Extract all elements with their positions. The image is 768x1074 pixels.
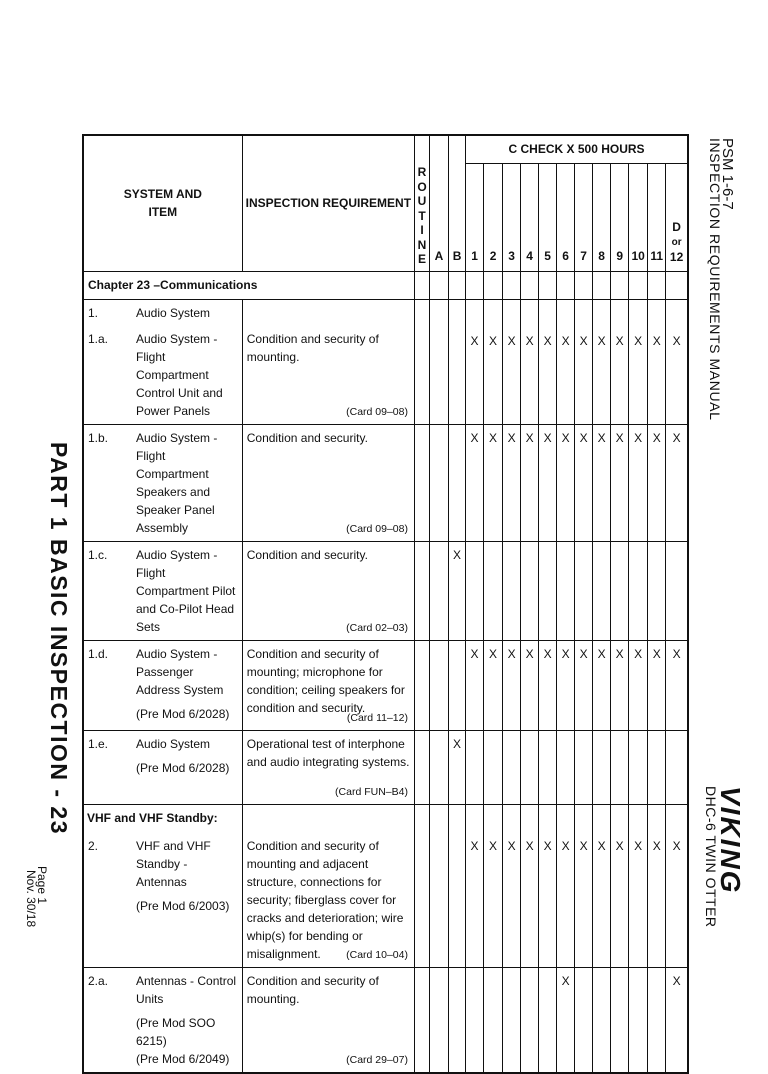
check-cell: [648, 541, 666, 640]
check-cell: [611, 967, 629, 1073]
header-col-8: 8: [593, 163, 611, 271]
card-reference: (Card 09–08): [346, 405, 408, 418]
check-cell: [611, 804, 629, 967]
item-number: 1.b.: [88, 430, 109, 445]
check-mark: X: [561, 333, 570, 348]
check-cell: [449, 967, 466, 1073]
check-mark: X: [652, 430, 661, 445]
check-cell: [593, 424, 611, 541]
check-cell: [611, 730, 629, 804]
check-cell: [484, 730, 503, 804]
header-col-1: 1: [466, 163, 484, 271]
check-mark: X: [561, 430, 570, 445]
header-system-item: SYSTEM AND ITEM: [83, 135, 242, 271]
item-note: (Pre Mod 6/2049): [136, 1051, 230, 1066]
check-cell: [629, 730, 648, 804]
check-mark: X: [453, 736, 462, 751]
check-cell: [430, 541, 449, 640]
table-row: [83, 424, 688, 541]
check-mark: X: [543, 838, 552, 853]
check-cell: [539, 541, 557, 640]
check-cell: [648, 804, 666, 967]
check-cell: [484, 541, 503, 640]
manual-title: INSPECTION REQUIREMENTS MANUAL: [707, 138, 723, 421]
header-c-check: C CHECK X 500 HOURS: [466, 135, 688, 163]
header-col-7: 7: [575, 163, 593, 271]
system-item-cell: [83, 804, 242, 967]
header-routine: [414, 135, 429, 271]
header-col-4: 4: [521, 163, 539, 271]
check-mark: X: [543, 646, 552, 661]
check-cell: [666, 967, 688, 1073]
check-cell: [539, 730, 557, 804]
system-item-cell: [83, 967, 242, 1073]
check-mark: X: [672, 838, 681, 853]
check-mark: X: [672, 333, 681, 348]
aircraft-model: DHC-6 TWIN OTTER: [703, 786, 719, 928]
routine-cell: [414, 804, 429, 967]
check-cell: [484, 424, 503, 541]
routine-letters: R O U T I N E: [417, 165, 427, 266]
card-reference: (Card 02–03): [346, 621, 408, 634]
check-mark: X: [579, 333, 588, 348]
document-id: PSM 1-6-7: [719, 138, 736, 210]
check-mark: X: [634, 646, 643, 661]
item-note: (Pre Mod 6/2003): [136, 898, 230, 913]
check-mark: X: [615, 430, 624, 445]
item-name: Audio System: [136, 736, 211, 751]
item-name: Audio System: [136, 305, 211, 320]
header-col-3: 3: [503, 163, 521, 271]
check-cell: [557, 541, 575, 640]
check-mark: X: [634, 430, 643, 445]
check-mark: X: [507, 333, 516, 348]
check-mark: X: [453, 547, 462, 562]
viking-logo: VIKING: [715, 786, 746, 895]
check-cell: [466, 967, 484, 1073]
check-cell: [557, 804, 575, 967]
requirement-text: Condition and security of mounting.: [246, 973, 379, 1006]
check-mark: X: [470, 333, 479, 348]
check-cell: [449, 299, 466, 424]
check-mark: X: [561, 646, 570, 661]
check-cell: [648, 640, 666, 730]
check-cell: [430, 299, 449, 424]
check-mark: X: [652, 333, 661, 348]
check-mark: X: [615, 838, 624, 853]
check-cell: [611, 299, 629, 424]
check-mark: X: [507, 646, 516, 661]
check-cell: [593, 541, 611, 640]
check-cell: [666, 730, 688, 804]
check-cell: [521, 967, 539, 1073]
check-cell: [449, 541, 466, 640]
check-cell: [539, 804, 557, 967]
requirement-cell: [242, 967, 414, 1073]
check-cell: [484, 967, 503, 1073]
check-cell: [666, 541, 688, 640]
check-cell: [503, 967, 521, 1073]
check-cell: [575, 640, 593, 730]
check-cell: [575, 424, 593, 541]
check-cell: [557, 640, 575, 730]
check-cell: [629, 804, 648, 967]
check-mark: X: [597, 430, 606, 445]
check-cell: [575, 541, 593, 640]
header-col-2: 2: [484, 163, 503, 271]
check-cell: [539, 299, 557, 424]
check-cell: [466, 299, 484, 424]
check-cell: [575, 730, 593, 804]
check-cell: [466, 730, 484, 804]
check-cell: [466, 804, 484, 967]
item-note: (Pre Mod 6/2028): [136, 706, 230, 721]
check-mark: X: [634, 333, 643, 348]
check-mark: X: [579, 838, 588, 853]
inspection-table: [82, 134, 689, 1074]
check-cell: [629, 424, 648, 541]
check-mark: X: [597, 333, 606, 348]
card-reference: (Card 29–07): [346, 1053, 408, 1066]
routine-cell: [414, 640, 429, 730]
check-cell: [449, 640, 466, 730]
check-cell: [575, 967, 593, 1073]
check-mark: X: [489, 333, 498, 348]
item-name: VHF and VHF Standby - Antennas: [136, 838, 211, 889]
check-cell: [611, 541, 629, 640]
check-cell: [449, 804, 466, 967]
check-cell: [449, 424, 466, 541]
routine-cell: [414, 730, 429, 804]
check-cell: [575, 804, 593, 967]
header-col-5: 5: [539, 163, 557, 271]
item-number: 2.a.: [88, 973, 109, 988]
check-cell: [593, 640, 611, 730]
page-date: Nov. 30/18: [24, 870, 38, 928]
check-cell: [666, 804, 688, 967]
page-number: Page 1: [35, 866, 49, 905]
check-mark: X: [525, 333, 534, 348]
check-cell: [503, 424, 521, 541]
check-cell: [430, 804, 449, 967]
check-cell: [430, 640, 449, 730]
check-cell: [430, 424, 449, 541]
check-cell: [593, 967, 611, 1073]
check-cell: [666, 299, 688, 424]
table-row: [83, 967, 688, 1073]
check-mark: X: [652, 646, 661, 661]
item-name: Audio System - Flight Compartment Pilot and Co-Pilot Head Sets: [136, 547, 236, 634]
check-mark: X: [470, 838, 479, 853]
check-cell: [666, 640, 688, 730]
check-cell: [593, 299, 611, 424]
check-mark: X: [672, 973, 681, 988]
check-mark: X: [561, 838, 570, 853]
check-cell: [484, 299, 503, 424]
check-mark: X: [470, 646, 479, 661]
card-reference: (Card 10–04): [346, 948, 408, 961]
item-number: 1.: [88, 305, 99, 320]
routine-cell: [414, 967, 429, 1073]
check-mark: X: [597, 646, 606, 661]
requirement-text: Condition and security of mounting and adjacent structure, connections for security; fiberglass cover for cracks and deterioration; wire whip(s) for bending or misalignment.: [246, 838, 404, 961]
check-cell: [629, 299, 648, 424]
table-row: [83, 541, 688, 640]
check-cell: [484, 640, 503, 730]
check-cell: [466, 541, 484, 640]
item-number: 1.a.: [88, 331, 109, 346]
requirement-text: Condition and security.: [246, 430, 368, 445]
check-mark: X: [507, 838, 516, 853]
header-inspection-requirement: INSPECTION REQUIREMENT: [242, 135, 414, 271]
check-mark: X: [543, 333, 552, 348]
check-cell: [611, 424, 629, 541]
check-cell: [648, 424, 666, 541]
check-cell: [666, 424, 688, 541]
check-cell: [557, 424, 575, 541]
check-mark: X: [672, 646, 681, 661]
header-col-12: D or 12: [666, 163, 688, 271]
card-reference: (Card 11–12): [346, 711, 408, 724]
check-cell: [503, 541, 521, 640]
check-cell: [503, 640, 521, 730]
item-note: (Pre Mod SOO 6215): [136, 1015, 216, 1048]
check-cell: [430, 730, 449, 804]
requirement-text: Condition and security.: [246, 547, 368, 562]
check-mark: X: [525, 646, 534, 661]
header-col-11: 11: [648, 163, 666, 271]
check-mark: X: [470, 430, 479, 445]
system-item-cell: [83, 640, 242, 730]
check-cell: [503, 730, 521, 804]
check-cell: [503, 804, 521, 967]
requirement-cell: [242, 640, 414, 730]
check-cell: [449, 730, 466, 804]
item-name: Audio System - Flight Compartment Control Unit and Power Panels: [136, 331, 223, 418]
check-cell: [539, 967, 557, 1073]
check-cell: [521, 730, 539, 804]
requirement-text: Condition and security of mounting.: [246, 331, 379, 364]
requirement-cell: [242, 299, 414, 424]
system-item-cell: [83, 424, 242, 541]
check-cell: [629, 640, 648, 730]
card-reference: (Card 09–08): [346, 522, 408, 535]
check-cell: [557, 299, 575, 424]
check-mark: X: [507, 430, 516, 445]
check-mark: X: [525, 430, 534, 445]
check-mark: X: [579, 646, 588, 661]
check-mark: X: [652, 838, 661, 853]
check-cell: [539, 640, 557, 730]
check-cell: [466, 424, 484, 541]
check-cell: [466, 640, 484, 730]
routine-cell: [414, 424, 429, 541]
check-mark: X: [489, 646, 498, 661]
header-col-10: 10: [629, 163, 648, 271]
item-name: Audio System - Flight Compartment Speakers and Speaker Panel Assembly: [136, 430, 218, 535]
check-cell: [430, 967, 449, 1073]
group-title: VHF and VHF Standby:: [87, 810, 218, 825]
check-cell: [521, 804, 539, 967]
check-mark: X: [634, 838, 643, 853]
check-cell: [521, 640, 539, 730]
check-cell: [557, 730, 575, 804]
check-mark: X: [615, 646, 624, 661]
check-mark: X: [489, 838, 498, 853]
check-cell: [521, 299, 539, 424]
item-note: (Pre Mod 6/2028): [136, 760, 230, 775]
check-mark: X: [525, 838, 534, 853]
routine-cell: [414, 299, 429, 424]
card-reference: (Card FUN–B4): [335, 785, 408, 798]
requirement-cell: [242, 804, 414, 967]
part-title: PART 1 BASIC INSPECTION - 23: [46, 442, 72, 836]
item-name: Audio System - Passenger Address System: [136, 646, 224, 697]
system-item-cell: [83, 541, 242, 640]
system-item-cell: [83, 299, 242, 424]
item-number: 1.c.: [88, 547, 108, 562]
item-number: 2.: [88, 838, 99, 853]
item-number: 1.d.: [88, 646, 109, 661]
system-item-cell: [83, 730, 242, 804]
header-col-6: 6: [557, 163, 575, 271]
header-a: A: [430, 135, 449, 271]
check-mark: X: [615, 333, 624, 348]
item-name: Antennas - Control Units: [136, 973, 237, 1006]
check-cell: [521, 424, 539, 541]
requirement-text: Condition and security of mounting; microphone for condition; ceiling speakers for condition and security.: [246, 646, 405, 715]
header-b: B: [449, 135, 466, 271]
check-cell: [648, 730, 666, 804]
check-mark: X: [672, 430, 681, 445]
requirement-cell: [242, 730, 414, 804]
check-cell: [539, 424, 557, 541]
check-cell: [503, 299, 521, 424]
chapter-title: Chapter 23 –Communications: [83, 271, 414, 299]
check-mark: X: [579, 430, 588, 445]
check-mark: X: [561, 973, 570, 988]
check-mark: X: [489, 430, 498, 445]
check-cell: [557, 967, 575, 1073]
check-cell: [648, 299, 666, 424]
check-cell: [521, 541, 539, 640]
table-row: [83, 730, 688, 804]
check-cell: [593, 730, 611, 804]
check-cell: [629, 967, 648, 1073]
check-cell: [575, 299, 593, 424]
requirement-cell: [242, 424, 414, 541]
check-cell: [484, 804, 503, 967]
table-row: [83, 804, 688, 967]
item-number: 1.e.: [88, 736, 109, 751]
check-mark: X: [543, 430, 552, 445]
check-cell: [648, 967, 666, 1073]
header-col-9: 9: [611, 163, 629, 271]
requirement-cell: [242, 541, 414, 640]
check-mark: X: [597, 838, 606, 853]
check-cell: [629, 541, 648, 640]
table-row: [83, 640, 688, 730]
table-row: [83, 299, 688, 424]
routine-cell: [414, 541, 429, 640]
chapter-row: [83, 271, 688, 299]
check-cell: [593, 804, 611, 967]
check-cell: [611, 640, 629, 730]
requirement-text: Operational test of interphone and audio integrating systems.: [246, 736, 410, 769]
